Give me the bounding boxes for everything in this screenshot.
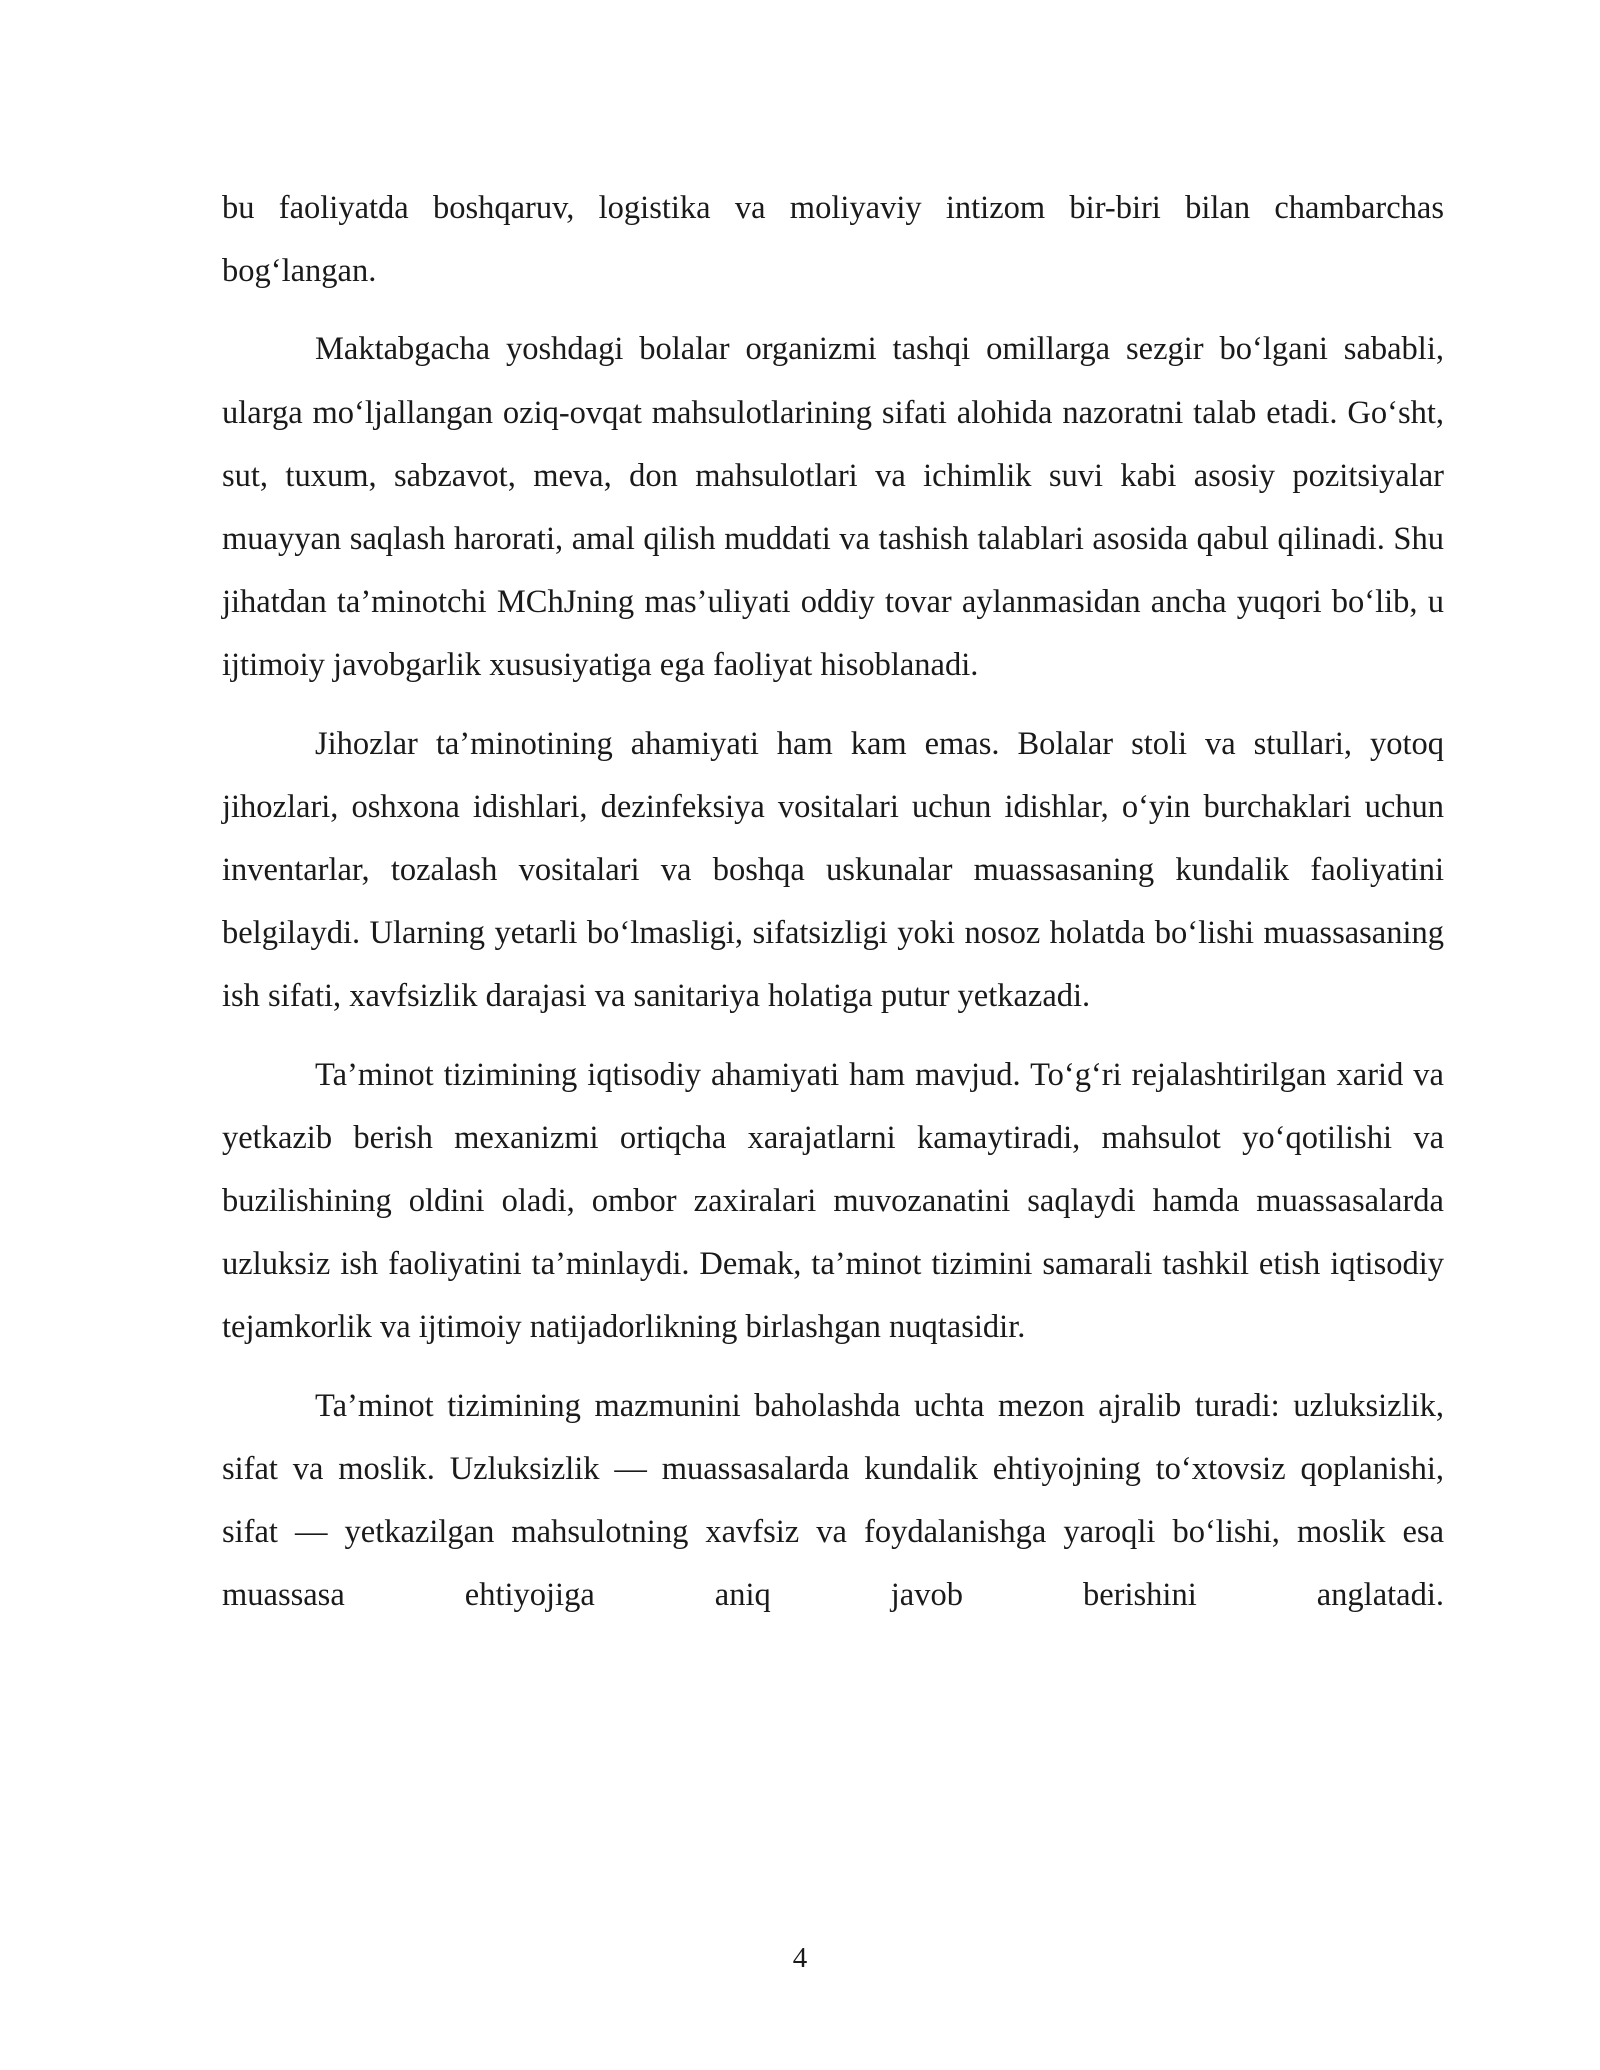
paragraph-evaluation-criteria: Ta’minot tizimining mazmunini baholashda uchta mezon ajralib turadi: uzluksizlik, sifat va moslik. Uzluksizlik — muassasalarda kundalik ehtiyojning to‘xtovsiz qoplanishi, sifat — yetkazilgan mahsulotning xavfsiz va foydalanishga yaroqli bo‘lishi, moslik esa muassasa ehtiyojiga aniq javob berishini anglatadi. (222, 1387, 1444, 1614)
body-text (222, 177, 1444, 1627)
paragraph-economic-importance: Ta’minot tizimining iqtisodiy ahamiyati ham mavjud. To‘g‘ri rejalashtirilgan xarid va yetkazib berish mexanizmi ortiqcha xarajatlarni kamaytiradi, mahsulot yo‘qotilishi va buzilishining oldini oladi, ombor zaxiralari muvozanatini saqlaydi hamda muassasalarda uzluksiz ish faoliyatini ta’minlaydi. Demak, ta’minot tizimini samarali tashkil etish iqtisodiy tejamkorlik va ijtimoiy natijadorlikning birlashgan nuqtasidir. (222, 1056, 1444, 1346)
page-number: 4 (792, 1942, 808, 1974)
paragraph-equipment-supply: Jihozlar ta’minotining ahamiyati ham kam emas. Bolalar stoli va stullari, yotoq jihozlari, oshxona idishlari, dezinfeksiya vositalari uchun idishlar, o‘yin burchaklari uchun inventarlar, tozalash vositalari va boshqa uskunalar muassasaning kundalik faoliyatini belgilaydi. Ularning yetarli bo‘lmasligi, sifatsizligi yoki nosoz holatda bo‘lishi muassasaning ish sifati, xavfsizlik darajasi va sanitariya holatiga putur yetkazadi. (222, 725, 1444, 1015)
paragraph-food-quality: Maktabgacha yoshdagi bolalar organizmi tashqi omillarga sezgir bo‘lgani sababli, ularga mo‘ljallangan oziq-ovqat mahsulotlarining sifati alohida nazoratni talab etadi. Go‘sht, sut, tuxum, sabzavot, meva, don mahsulotlari va ichimlik suvi kabi asosiy pozitsiyalar muayyan saqlash harorati, amal qilish muddati va tashish talablari asosida qabul qilinadi. Shu jihatdan ta’minotchi MChJning mas’uliyati oddiy tovar aylanmasidan ancha yuqori bo‘lib, u ijtimoiy javobgarlik xususiyatiga ega faoliyat hisoblanadi. (222, 331, 1444, 684)
paragraph-continued: bu faoliyatda boshqaruv, logistika va moliyaviy intizom bir-biri bilan chambarchas bog‘langan. (222, 190, 1444, 290)
